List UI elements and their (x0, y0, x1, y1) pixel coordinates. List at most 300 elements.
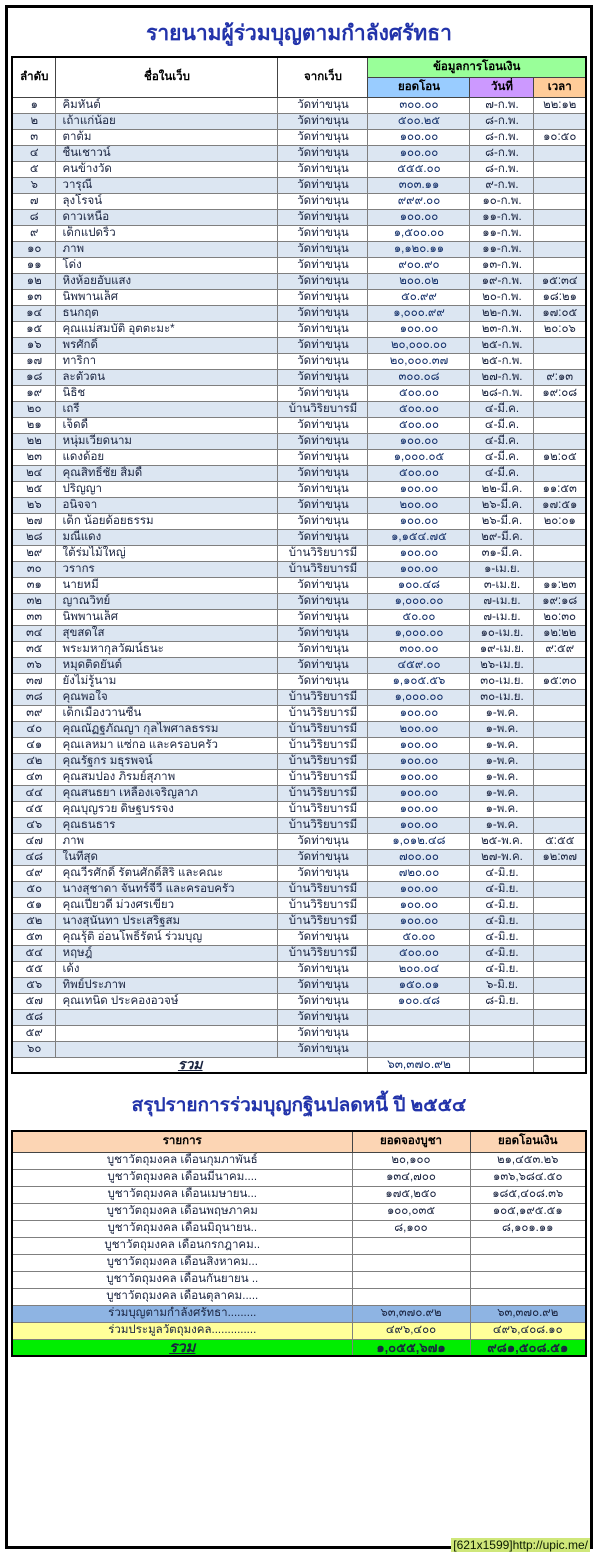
summary-row (12, 1271, 586, 1288)
donor-amount-cell: ๑๐๐.๔๘ (368, 577, 470, 593)
summary-reserved-cell: ๒๐,๑๐๐ (352, 1152, 470, 1169)
donor-from-cell: วัดท่าขนุน (278, 417, 368, 433)
donor-name-cell: โด่ง (56, 257, 278, 273)
donor-date-cell: ๑๓-ก.พ. (470, 257, 534, 273)
donor-no-cell: ๒๒ (12, 433, 56, 449)
donor-row (12, 977, 586, 993)
donor-date-cell: ๒๕-พ.ค. (470, 833, 534, 849)
donor-amount-cell: ๑๐๐.๐๐ (368, 209, 470, 225)
summary-row (12, 1237, 586, 1254)
donor-amount-cell: ๓๐๐.๐๘ (368, 369, 470, 385)
donor-from-cell: วัดท่าขนุน (278, 353, 368, 369)
donor-row (12, 609, 586, 625)
donor-no-cell: ๕๙ (12, 1025, 56, 1041)
summary-section-title: สรุปรายการร่วมบุญกฐินปลดหนี้ ปี ๒๕๕๔ (131, 1095, 467, 1116)
donor-row (12, 961, 586, 977)
donor-name-cell: คิมหันต์ (56, 97, 278, 113)
donor-row (12, 785, 586, 801)
donor-row (12, 449, 586, 465)
donor-date-cell: ๗-เม.ย. (470, 593, 534, 609)
donor-time-cell: ๑๒:๓๗ (534, 849, 586, 865)
donor-name-cell: คุณรุ้ติ อ่อนโพธิ์รัตน์ ร่วมบุญ (56, 929, 278, 945)
donor-no-cell: ๔๕ (12, 801, 56, 817)
donor-amount-cell: ๑,๐๐๐.๐๐ (368, 593, 470, 609)
donor-from-cell: วัดท่าขนุน (278, 145, 368, 161)
donor-row (12, 545, 586, 561)
donor-date-cell: ๑-พ.ค. (470, 753, 534, 769)
donor-name-cell (56, 1009, 278, 1025)
donor-row (12, 593, 586, 609)
donor-row (12, 833, 586, 849)
donor-name-cell: เถรี (56, 401, 278, 417)
donor-date-cell: ๔-มิ.ย. (470, 929, 534, 945)
summary-reserved-cell: ๘,๑๐๐ (352, 1220, 470, 1237)
donor-name-cell: เด็กแปดริ้ว (56, 225, 278, 241)
donor-name-cell: ใต้ร่มไม้ใหญ่ (56, 545, 278, 561)
summary-transferred-cell (470, 1288, 586, 1305)
donor-name-cell: ภาพ (56, 833, 278, 849)
donor-no-cell: ๕๔ (12, 945, 56, 961)
donor-from-cell: วัดท่าขนุน (278, 849, 368, 865)
summary-label-cell: บูชาวัตถุมงคล เดือนมีนาคม.... (12, 1169, 352, 1186)
donor-name-cell: คุณบุญรวย ดิษฐบรรจง (56, 801, 278, 817)
donor-date-cell: ๑-เม.ย. (470, 561, 534, 577)
donor-row (12, 865, 586, 881)
summary-grand-total-reserved: ๑,๐๕๕,๖๗๑ (352, 1339, 470, 1356)
donor-no-cell: ๑๔ (12, 305, 56, 321)
summary-row (12, 1169, 586, 1186)
donor-row (12, 897, 586, 913)
donor-time-cell (534, 721, 586, 737)
donor-time-cell: ๑๗:๕๑ (534, 497, 586, 513)
summary-row (12, 1152, 586, 1169)
donor-date-cell: ๒๒-ก.พ. (470, 305, 534, 321)
donor-name-cell: พระมหากุลวัฒน์ธนะ (56, 641, 278, 657)
donor-time-cell: ๒๐:๐๖ (534, 321, 586, 337)
donor-time-cell (534, 433, 586, 449)
donor-from-cell: วัดท่าขนุน (278, 1041, 368, 1057)
donor-no-cell: ๑๙ (12, 385, 56, 401)
donor-row (12, 577, 586, 593)
donor-row (12, 849, 586, 865)
donor-no-cell: ๑๘ (12, 369, 56, 385)
donor-no-cell: ๕๘ (12, 1009, 56, 1025)
donor-no-cell: ๓๒ (12, 593, 56, 609)
donor-time-cell (534, 785, 586, 801)
donor-time-cell: ๑๒:๒๒ (534, 625, 586, 641)
donor-row (12, 113, 586, 129)
donor-row (12, 193, 586, 209)
donor-no-cell: ๔๗ (12, 833, 56, 849)
donor-time-cell (534, 689, 586, 705)
donor-no-cell: ๑ (12, 97, 56, 113)
summary-label-cell: บูชาวัตถุมงคล เดือนพฤษภาคม (12, 1203, 352, 1220)
summary-transferred-cell: ๑๘๕,๔๐๘.๓๖ (470, 1186, 586, 1203)
donor-from-cell: วัดท่าขนุน (278, 465, 368, 481)
donor-row (12, 625, 586, 641)
donor-amount-cell: ๑๐๐.๐๐ (368, 129, 470, 145)
donor-time-cell (534, 561, 586, 577)
summary-col-header-item: รายการ (12, 1131, 352, 1152)
donor-date-cell: ๔-มี.ค. (470, 449, 534, 465)
donor-no-cell: ๕๓ (12, 929, 56, 945)
donor-no-cell: ๑๕ (12, 321, 56, 337)
donor-from-cell: วัดท่าขนุน (278, 1009, 368, 1025)
donor-name-cell: คุณณัฏฐภัณญา กุลไพศาลธรรม (56, 721, 278, 737)
donor-no-cell: ๓๐ (12, 561, 56, 577)
donor-date-cell: ๔-มี.ค. (470, 417, 534, 433)
donor-name-cell: ลุงโรจน์ (56, 193, 278, 209)
donor-from-cell: วัดท่าขนุน (278, 161, 368, 177)
donor-time-cell: ๑๑:๕๓ (534, 481, 586, 497)
donor-row (12, 305, 586, 321)
donor-from-cell: วัดท่าขนุน (278, 625, 368, 641)
donor-amount-cell: ๑,๕๐๐.๐๐ (368, 225, 470, 241)
donor-from-cell: วัดท่าขนุน (278, 433, 368, 449)
donor-row (12, 417, 586, 433)
donor-name-cell: คนข้างวัด (56, 161, 278, 177)
donor-amount-cell: ๑,๐๑๒.๔๘ (368, 833, 470, 849)
donor-no-cell: ๓๗ (12, 673, 56, 689)
donor-from-cell: วัดท่าขนุน (278, 977, 368, 993)
donor-row (12, 769, 586, 785)
donor-no-cell: ๕๗ (12, 993, 56, 1009)
donor-name-cell: คุณเลหมา แซ่กอ และครอบครัว (56, 737, 278, 753)
donor-row (12, 433, 586, 449)
donor-date-cell (470, 1025, 534, 1041)
donor-row (12, 689, 586, 705)
donor-no-cell: ๓๔ (12, 625, 56, 641)
donor-from-cell: วัดท่าขนุน (278, 497, 368, 513)
donor-name-cell: วรากร (56, 561, 278, 577)
donor-from-cell: บ้านวิริยบารมี (278, 545, 368, 561)
donor-row (12, 129, 586, 145)
summary-transferred-cell: ๔๙๖,๔๐๘.๑๐ (470, 1322, 586, 1339)
donor-date-cell: ๓๐-เม.ย. (470, 673, 534, 689)
donor-row (12, 353, 586, 369)
donor-from-cell: วัดท่าขนุน (278, 833, 368, 849)
donor-col-header-from: จากเว็บ (278, 57, 368, 97)
donor-from-cell: วัดท่าขนุน (278, 289, 368, 305)
donor-from-cell: บ้านวิริยบารมี (278, 705, 368, 721)
donor-date-cell: ๔-มิ.ย. (470, 865, 534, 881)
donor-from-cell: บ้านวิริยบารมี (278, 689, 368, 705)
donor-total-label: รวม (12, 1057, 368, 1073)
donor-time-cell: ๑๒:๐๕ (534, 449, 586, 465)
donor-from-cell: วัดท่าขนุน (278, 481, 368, 497)
donor-row (12, 513, 586, 529)
donor-time-cell (534, 945, 586, 961)
donor-date-cell: ๒๐-ก.พ. (470, 289, 534, 305)
donor-time-cell: ๑๑:๒๓ (534, 577, 586, 593)
donor-date-cell: ๒๖-มี.ค. (470, 513, 534, 529)
donor-name-cell: คุณสิทธิ์ชัย สิ้มดี้ (56, 465, 278, 481)
donor-name-cell: นางสุนันทา ประเสริฐสม (56, 913, 278, 929)
donor-date-cell: ๔-มี.ค. (470, 401, 534, 417)
donor-amount-cell: ๑,๐๐๐.๙๙ (368, 305, 470, 321)
donor-name-cell: ดาวเหนือ (56, 209, 278, 225)
donor-no-cell: ๔๖ (12, 817, 56, 833)
donor-date-cell: ๓๑-มี.ค. (470, 545, 534, 561)
donor-time-cell: ๑๕:๓๐ (534, 673, 586, 689)
donor-time-cell: ๑๗:๐๕ (534, 305, 586, 321)
donor-no-cell: ๒๔ (12, 465, 56, 481)
donor-col-header-name: ชื่อในเว็บ (56, 57, 278, 97)
donor-date-cell: ๑-พ.ค. (470, 737, 534, 753)
donor-no-cell: ๗ (12, 193, 56, 209)
donor-amount-cell: ๒๐,๐๐๐.๓๗ (368, 353, 470, 369)
donor-date-cell: ๒๖-มี.ค. (470, 497, 534, 513)
summary-transferred-cell: ๑๓๖,๖๘๔.๕๐ (470, 1169, 586, 1186)
donor-date-cell: ๑-พ.ค. (470, 769, 534, 785)
donor-row (12, 801, 586, 817)
donor-no-cell: ๘ (12, 209, 56, 225)
donor-date-cell: ๘-มิ.ย. (470, 993, 534, 1009)
donor-total-row (12, 1057, 586, 1073)
donor-name-cell: ภาพ (56, 241, 278, 257)
donor-name-cell: คุณเทนิด ประคองอวจษ์ (56, 993, 278, 1009)
donor-date-cell: ๒๕-ก.พ. (470, 337, 534, 353)
donor-name-cell: ปริญญา (56, 481, 278, 497)
donor-row (12, 657, 586, 673)
donor-no-cell: ๙ (12, 225, 56, 241)
donor-no-cell: ๒๘ (12, 529, 56, 545)
donor-header-row-1 (12, 57, 586, 77)
donor-amount-cell: ๒๐,๐๐๐.๐๐ (368, 337, 470, 353)
donor-amount-cell: ๑๐๐.๐๐ (368, 785, 470, 801)
donor-date-cell: ๑๑-ก.พ. (470, 225, 534, 241)
donor-no-cell: ๓๘ (12, 689, 56, 705)
donor-time-cell (534, 161, 586, 177)
donor-no-cell: ๒๖ (12, 497, 56, 513)
donor-name-cell: วารุณี (56, 177, 278, 193)
donor-no-cell: ๒๑ (12, 417, 56, 433)
donor-date-cell: ๑๑-ก.พ. (470, 241, 534, 257)
donor-row (12, 97, 586, 113)
donor-time-cell (534, 225, 586, 241)
donor-time-cell (534, 257, 586, 273)
donor-date-cell: ๘-ก.พ. (470, 129, 534, 145)
donor-row (12, 705, 586, 721)
donor-time-cell (534, 209, 586, 225)
summary-col-header-reserved: ยอดจองบูชา (352, 1131, 470, 1152)
donor-name-cell: คุณพอใจ (56, 689, 278, 705)
donor-time-cell (534, 401, 586, 417)
donor-date-cell (470, 1041, 534, 1057)
donor-time-cell (534, 1009, 586, 1025)
donor-time-cell (534, 193, 586, 209)
donor-time-cell: ๒๐:๓๐ (534, 609, 586, 625)
donor-row (12, 1025, 586, 1041)
donor-amount-cell: ๕๐.๐๐ (368, 929, 470, 945)
summary-transferred-cell: ๒๑,๔๕๓.๒๖ (470, 1152, 586, 1169)
donor-row (12, 929, 586, 945)
donor-no-cell: ๔๙ (12, 865, 56, 881)
donor-time-cell: ๑๘:๒๑ (534, 289, 586, 305)
donor-amount-cell: ๕๐๐.๐๐ (368, 401, 470, 417)
donor-amount-cell: ๕๐๐.๐๐ (368, 385, 470, 401)
donor-name-cell: หมุดติดยันต์ (56, 657, 278, 673)
donor-date-cell: ๑๐-เม.ย. (470, 625, 534, 641)
donor-time-cell (534, 145, 586, 161)
donor-name-cell: ทาริกา (56, 353, 278, 369)
donor-time-cell (534, 529, 586, 545)
summary-label-cell: บูชาวัตถุมงคล เดือนตุลาคม..... (12, 1288, 352, 1305)
page-frame (5, 5, 593, 1549)
donor-amount-cell: ๕๐.๐๐ (368, 609, 470, 625)
donor-from-cell: บ้านวิริยบารมี (278, 913, 368, 929)
summary-reserved-cell (352, 1237, 470, 1254)
donor-row (12, 641, 586, 657)
donor-row (12, 1009, 586, 1025)
donor-from-cell: วัดท่าขนุน (278, 337, 368, 353)
summary-row (12, 1288, 586, 1305)
donor-date-cell: ๑-พ.ค. (470, 785, 534, 801)
summary-transferred-cell (470, 1254, 586, 1271)
donor-no-cell: ๔๘ (12, 849, 56, 865)
donor-from-cell: วัดท่าขนุน (278, 865, 368, 881)
donor-amount-cell: ๓๐๐.๐๐ (368, 97, 470, 113)
donor-name-cell: นิธิช (56, 385, 278, 401)
donor-amount-cell: ๒๐๐.๐๒ (368, 273, 470, 289)
summary-transferred-cell (470, 1271, 586, 1288)
donor-no-cell: ๓๑ (12, 577, 56, 593)
donor-from-cell: วัดท่าขนุน (278, 641, 368, 657)
donor-from-cell: บ้านวิริยบารมี (278, 721, 368, 737)
donor-no-cell: ๔๑ (12, 737, 56, 753)
donor-amount-cell (368, 1041, 470, 1057)
donor-amount-cell: ๑๐๐.๐๐ (368, 817, 470, 833)
donor-amount-cell (368, 1025, 470, 1041)
donor-amount-cell: ๑,๑๒๐.๑๑ (368, 241, 470, 257)
summary-transferred-cell: ๘,๑๐๑.๑๑ (470, 1220, 586, 1237)
donor-time-cell (534, 753, 586, 769)
donor-time-cell: ๑๙:๐๘ (534, 385, 586, 401)
summary-transferred-cell (470, 1237, 586, 1254)
donor-amount-cell: ๑๐๐.๐๐ (368, 881, 470, 897)
donor-amount-cell: ๑,๐๐๐.๐๐ (368, 689, 470, 705)
donor-name-cell: คุณสมปอง ภิรมย์สุภาพ (56, 769, 278, 785)
donor-name-cell: คุณรัฐกร มธุรพจน์ (56, 753, 278, 769)
summary-label-cell: บูชาวัตถุมงคล เดือนกันยายน .. (12, 1271, 352, 1288)
donor-date-cell: ๘-ก.พ. (470, 145, 534, 161)
donor-time-cell (534, 817, 586, 833)
donor-name-cell: คุณธนธาร (56, 817, 278, 833)
donor-no-cell: ๕๑ (12, 897, 56, 913)
donor-date-cell: ๘-ก.พ. (470, 161, 534, 177)
donor-no-cell: ๓ (12, 129, 56, 145)
donor-date-cell: ๑๐-ก.พ. (470, 193, 534, 209)
summary-reserved-cell: ๔๙๖,๔๐๐ (352, 1322, 470, 1339)
donor-no-cell: ๕๕ (12, 961, 56, 977)
donor-name-cell: ทิพย์ประภาพ (56, 977, 278, 993)
donor-date-cell: ๒๓-ก.พ. (470, 321, 534, 337)
summary-reserved-cell: ๑๗๕,๒๕๐ (352, 1186, 470, 1203)
donor-from-cell: วัดท่าขนุน (278, 97, 368, 113)
donor-no-cell: ๔๒ (12, 753, 56, 769)
donor-name-cell: คุณสนธยา เหลืองเจริญลาภ (56, 785, 278, 801)
donor-amount-cell: ๑๐๐.๐๐ (368, 481, 470, 497)
donor-time-cell (534, 705, 586, 721)
summary-row (12, 1203, 586, 1220)
donor-row (12, 881, 586, 897)
donor-from-cell: วัดท่าขนุน (278, 609, 368, 625)
donor-amount-cell: ๕๐๐.๐๐ (368, 417, 470, 433)
donor-date-cell: ๔-มิ.ย. (470, 913, 534, 929)
donor-no-cell: ๔๔ (12, 785, 56, 801)
summary-label-cell: บูชาวัตถุมงคล เดือนกรกฎาคม.. (12, 1237, 352, 1254)
donor-no-cell: ๑๑ (12, 257, 56, 273)
donor-date-cell: ๙-ก.พ. (470, 177, 534, 193)
donor-amount-cell: ๑๐๐.๐๐ (368, 545, 470, 561)
summary-reserved-cell: ๑๓๔,๗๐๐ (352, 1169, 470, 1186)
donor-time-cell (534, 417, 586, 433)
donor-amount-cell: ๑๐๐.๐๐ (368, 433, 470, 449)
donor-from-cell: วัดท่าขนุน (278, 577, 368, 593)
donor-date-cell: ๓๐-เม.ย. (470, 689, 534, 705)
donor-time-cell (534, 1025, 586, 1041)
donor-time-cell (534, 353, 586, 369)
donor-amount-cell: ๓๐๐.๐๐ (368, 641, 470, 657)
donor-from-cell: วัดท่าขนุน (278, 225, 368, 241)
donor-from-cell: บ้านวิริยบารมี (278, 753, 368, 769)
donor-amount-cell: ๑,๐๐๐.๐๕ (368, 449, 470, 465)
donor-from-cell: วัดท่าขนุน (278, 209, 368, 225)
donor-date-cell: ๔-มิ.ย. (470, 897, 534, 913)
donor-row (12, 673, 586, 689)
summary-label-cell: ร่วมประมูลวัตถุมงคล.............. (12, 1322, 352, 1339)
donor-row (12, 753, 586, 769)
donor-amount-cell: ๑๐๐.๐๐ (368, 769, 470, 785)
donor-amount-cell: ๗๒๐.๐๐ (368, 865, 470, 881)
donor-name-cell: เจ็ดดี้ (56, 417, 278, 433)
donor-amount-cell: ๑๐๐.๐๐ (368, 897, 470, 913)
donor-no-cell: ๔๓ (12, 769, 56, 785)
donor-time-cell (534, 337, 586, 353)
donor-no-cell: ๕ (12, 161, 56, 177)
donor-date-cell: ๑๙-เม.ย. (470, 641, 534, 657)
summary-col-header-transferred: ยอดโอนเงิน (470, 1131, 586, 1152)
donor-time-cell: ๙:๕๙ (534, 641, 586, 657)
donor-name-cell: คุณเปี่ยวดี ม่วงศรเขียว (56, 897, 278, 913)
summary-grand-total-transferred: ๙๘๑,๕๐๘.๕๑ (470, 1339, 586, 1356)
donor-amount-cell: ๑๐๐.๐๐ (368, 801, 470, 817)
donor-row (12, 145, 586, 161)
donor-name-cell: เด้ง (56, 961, 278, 977)
donor-date-cell: ๗-เม.ย. (470, 609, 534, 625)
donor-date-cell: ๑-พ.ค. (470, 817, 534, 833)
donor-no-cell: ๓๓ (12, 609, 56, 625)
donor-no-cell: ๒๙ (12, 545, 56, 561)
donor-time-cell (534, 241, 586, 257)
donor-name-cell: มณีแดง (56, 529, 278, 545)
donor-time-cell: ๒๐:๐๑ (534, 513, 586, 529)
donor-name-cell (56, 1025, 278, 1041)
summary-row (12, 1220, 586, 1237)
donor-no-cell: ๒๕ (12, 481, 56, 497)
donor-time-cell: ๑๐:๕๐ (534, 129, 586, 145)
donor-from-cell: บ้านวิริยบารมี (278, 561, 368, 577)
donor-amount-cell: ๕๐๐.๐๐ (368, 945, 470, 961)
donor-row (12, 481, 586, 497)
donor-amount-cell: ๕๕๕.๐๐ (368, 161, 470, 177)
donor-name-cell: ชื่นเชาวน์ (56, 145, 278, 161)
summary-reserved-cell (352, 1271, 470, 1288)
summary-row (12, 1254, 586, 1271)
donor-date-cell: ๑-พ.ค. (470, 801, 534, 817)
donor-from-cell: บ้านวิริยบารมี (278, 817, 368, 833)
donor-total-date-empty (470, 1057, 534, 1073)
